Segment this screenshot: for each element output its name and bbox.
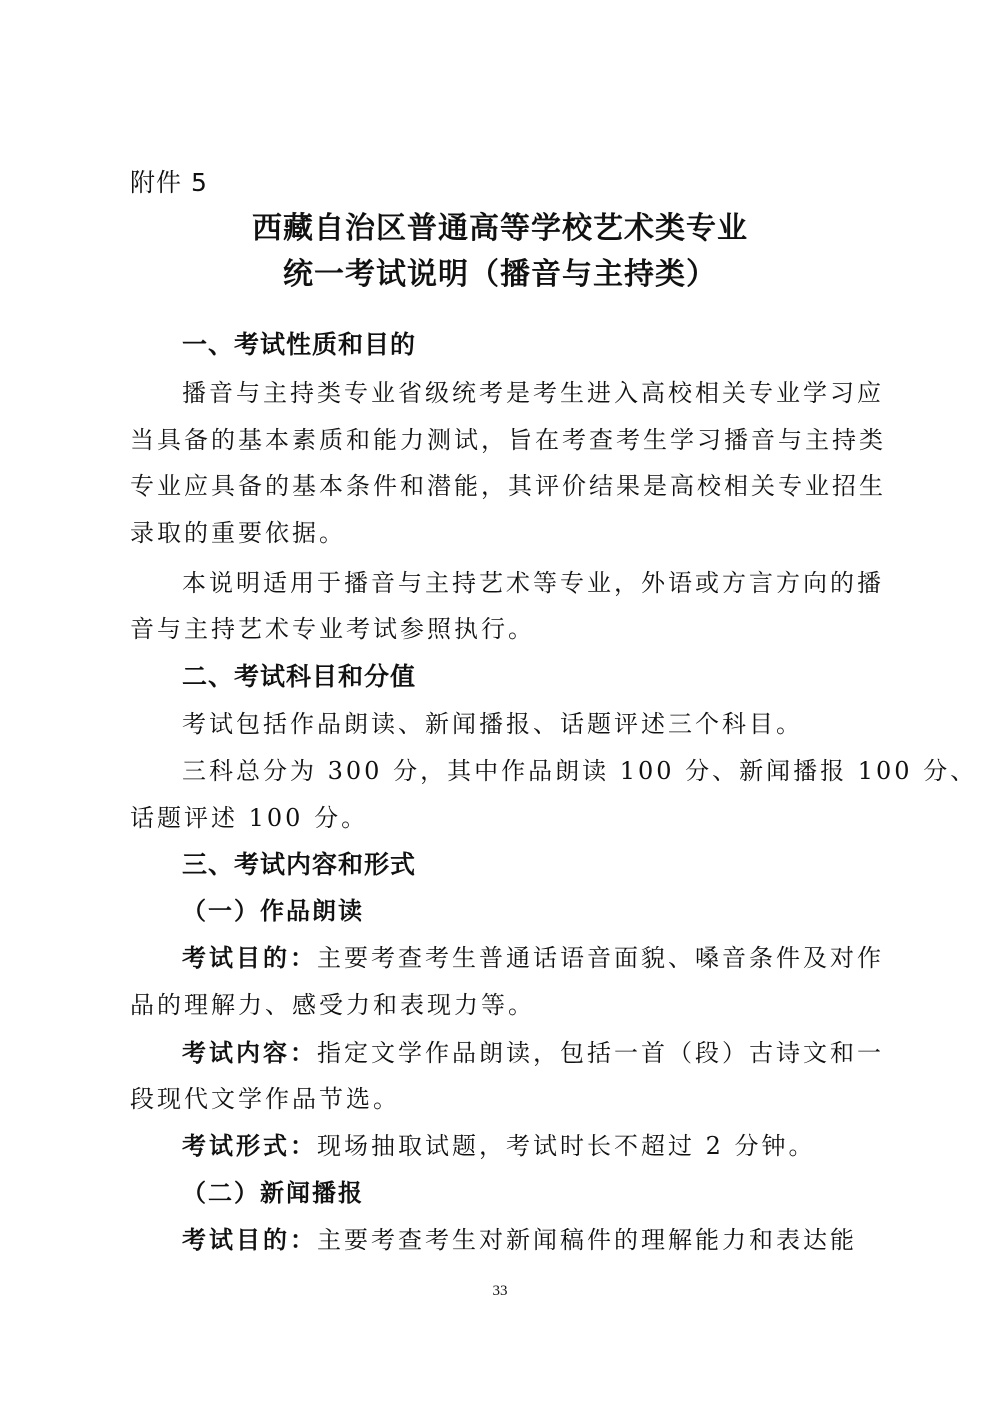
section-heading-1: 一、考试性质和目的 (182, 330, 417, 359)
paragraph-line: 话题评述 100 分。 (130, 804, 369, 832)
paragraph-line (182, 943, 884, 973)
title-line-1: 西藏自治区普通高等学校艺术类专业 (252, 211, 748, 246)
subsection-heading-2: （二）新闻播报 (182, 1179, 364, 1207)
content-text: 指定文学作品朗读，包括一首（段）古诗文和一 (317, 1039, 884, 1067)
goal-label: 考试目的： (182, 944, 317, 972)
goal-text: 主要考查考生普通话语音面貌、嗓音条件及对作 (317, 944, 884, 972)
form-label: 考试形式： (182, 1132, 317, 1160)
paragraph-line: 品的理解力、感受力和表现力等。 (130, 991, 535, 1019)
paragraph-line: 当具备的基本素质和能力测试，旨在考查考生学习播音与主持类 (130, 426, 886, 454)
paragraph-line: 三科总分为 300 分，其中作品朗读 100 分、新闻播报 100 分、 (182, 757, 978, 785)
paragraph-line: 播音与主持类专业省级统考是考生进入高校相关专业学习应 (182, 379, 884, 407)
paragraph-line: 考试包括作品朗读、新闻播报、话题评述三个科目。 (182, 710, 803, 738)
paragraph-line: 音与主持艺术专业考试参照执行。 (130, 615, 535, 643)
paragraph-line (182, 1225, 857, 1255)
title-line-2: 统一考试说明（播音与主持类） (283, 257, 717, 292)
subsection-heading-1: （一）作品朗读 (182, 897, 364, 925)
form-text: 现场抽取试题，考试时长不超过 2 分钟。 (317, 1132, 816, 1160)
paragraph-line: 段现代文学作品节选。 (130, 1085, 400, 1113)
paragraph-line: 录取的重要依据。 (130, 519, 346, 547)
page-number: 33 (492, 1283, 508, 1299)
goal-text: 主要考查考生对新闻稿件的理解能力和表达能 (317, 1226, 857, 1254)
goal-label: 考试目的： (182, 1226, 317, 1254)
paragraph-line: 专业应具备的基本条件和潜能，其评价结果是高校相关专业招生 (130, 472, 886, 500)
paragraph-line: 本说明适用于播音与主持艺术等专业，外语或方言方向的播 (182, 569, 884, 597)
section-heading-2: 二、考试科目和分值 (182, 662, 417, 691)
section-heading-3: 三、考试内容和形式 (182, 850, 417, 879)
content-label: 考试内容： (182, 1039, 317, 1067)
paragraph-line (182, 1131, 816, 1161)
paragraph-line (182, 1038, 884, 1068)
attachment-label: 附件 5 (130, 168, 208, 197)
